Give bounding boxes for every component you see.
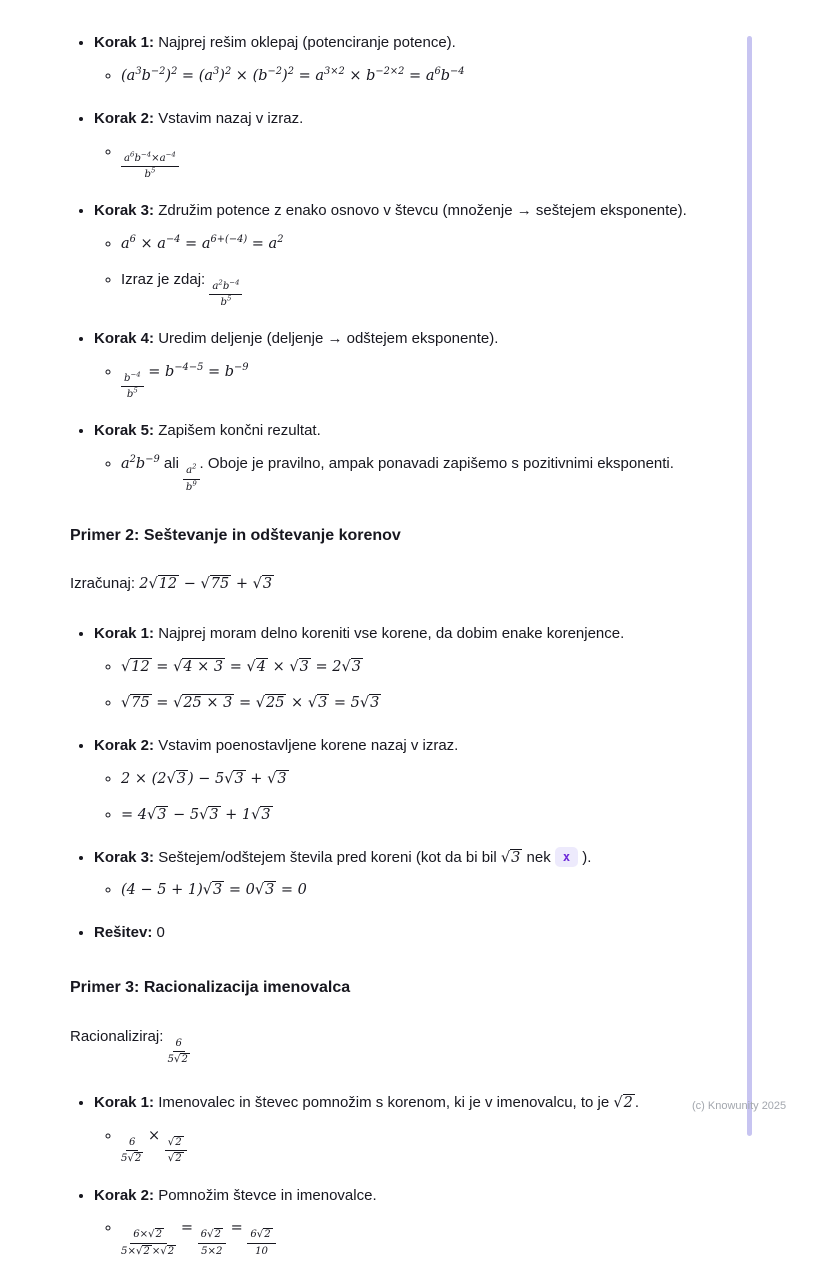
sub-list-item [121, 139, 720, 181]
fraction: ◦ $\frac{6}{5√2}$ [121, 1137, 142, 1165]
sqrt-radical: √2 [160, 1245, 175, 1257]
sub-list-item: ◦ Izraz je zdaj: $\frac{a^2b^{-4}}{b^5}$ [121, 267, 720, 309]
math-expression: = 4√3 − 5√3 + 1√3 [121, 806, 271, 823]
sub-list-item: ◦ $a^2b^{-9}$ ali $\frac{a^2}{b^9}$ . Oboje je pravilno, ampak ponavadi zapišemo s pozitivnimi eksponenti. [121, 451, 720, 493]
watermark: (c) Knowunity 2025 [692, 1100, 787, 1112]
step-label: Korak 3: [94, 848, 155, 866]
fraction [165, 1136, 187, 1165]
sqrt-radical: √2 [613, 1095, 633, 1112]
sub-list-item [121, 766, 720, 792]
math-expression: 2 × (2√3 ) − 5√3 + √3 [121, 770, 287, 787]
sqrt-radical: √3 [199, 806, 219, 823]
list-item [94, 30, 720, 89]
fraction: $\frac{6√2}{5\times 2}$ [198, 1228, 226, 1257]
section-heading: Primer 2: Seštevanje in odštevanje korenov [70, 526, 401, 544]
sqrt-radical: √3 [289, 658, 309, 675]
sqrt-radical: √2 [167, 1153, 182, 1165]
math-expression: √75 = √25 × 3 = √25 × √3 = 5√3 [121, 694, 380, 711]
math-expression: $a^6 \times a^{-4} = a^{6+(-4)} = a^2$ [121, 233, 284, 252]
fraction: $\frac{6√2}{10}$ [247, 1228, 275, 1257]
sqrt-radical: √3 [202, 882, 223, 899]
sqrt-radical: √3 [224, 770, 244, 787]
step-label: Korak 2: [94, 109, 155, 127]
sub-list-item [121, 359, 720, 401]
fraction: ◦ $\frac{6\times√2}{5\times√2 \times√2}$ [121, 1229, 175, 1257]
sqrt-radical: √3 [341, 658, 361, 675]
sqrt-radical: √3 [359, 694, 380, 711]
list-item [94, 621, 720, 716]
list-item-text: • Korak 4: Uredim deljenje (deljenje → odštejem eksponente). [94, 330, 499, 348]
sub-list [94, 139, 720, 181]
math-expression [183, 456, 199, 493]
sqrt-radical: √3 [251, 806, 271, 823]
list-item [94, 418, 720, 493]
step-label: Korak 4: [94, 330, 155, 348]
sub-list [94, 654, 720, 716]
sub-list-item [121, 231, 720, 257]
fraction: $\frac{a^2b^{-4}}{b^5}$ [209, 280, 242, 309]
fraction: $\frac{6}{5√2}$ [167, 1037, 188, 1065]
paragraph: Izračunaj: 2√12 − √75 + √3 [70, 575, 273, 593]
sqrt-radical: √2 [207, 1229, 221, 1241]
sub-list-item [121, 690, 720, 716]
sqrt-radical: √2 [256, 1229, 271, 1241]
sub-list [94, 877, 720, 903]
list-item-text: • Korak 1: Najprej moram delno koreniti vse korene, da dobim enake korenjence. [94, 625, 625, 643]
step-label: Korak 2: [94, 1186, 155, 1204]
step-label: Korak 2: [94, 736, 155, 754]
step-label: Korak 1: [94, 34, 155, 51]
sqrt-radical: √3 [500, 849, 521, 866]
math-expression: ◦ $\frac{6\times√2}{5\times√2 \times√2}$ = $\frac{6√2}{5\times 2}$ = $\frac{6√2}{10}$ [121, 1220, 276, 1236]
list-item [94, 106, 720, 181]
list-item [94, 920, 720, 946]
sqrt-radical: √4 [246, 658, 267, 675]
fraction: ◦ $\frac{a^6b^{-4}\times a^{-4}}{b^5}$ [121, 152, 179, 181]
sub-list [94, 231, 720, 309]
math-expression [613, 1094, 634, 1111]
sqrt-radical: √3 [146, 806, 167, 823]
math-expression: ◦ $\frac{6}{5√2}$ × $\frac{√2}{√2}$ [121, 1128, 187, 1144]
list-item-text: • Korak 5: Zapišem končni rezultat. [94, 422, 321, 440]
step-label: Korak 1: [94, 1094, 155, 1112]
list-item-text: • Korak 2: Pomnožim števce in imenovalce. [94, 1186, 377, 1204]
sqrt-radical: √3 [267, 770, 287, 787]
list-item-text: • Korak 1: Imenovalec in števec pomnožim s korenom, ki je v imenovalcu, to je √2 . [94, 1094, 640, 1112]
scrollbar-thumb[interactable] [747, 36, 752, 1136]
paragraph: Racionaliziraj: $\frac{6}{5√2}$ [70, 1027, 188, 1065]
sqrt-radical: √2 [148, 1229, 163, 1241]
sqrt-radical: √3 [307, 694, 328, 711]
inline-code-badge: x [555, 847, 578, 867]
sub-list-item [121, 877, 720, 903]
sqrt-radical: √25 × 3 [173, 694, 233, 711]
list-item-text: • Korak 2: Vstavim nazaj v izraz. [94, 109, 304, 127]
sqrt-radical: √3 [252, 576, 273, 593]
sub-list-item [121, 802, 720, 828]
list-item [94, 845, 720, 904]
math-expression: ◦ $\frac{b^{-4}}{b^5}$ = $b^{-4-5} = b^{-9}$ [121, 364, 249, 380]
sqrt-radical: √2 [135, 1245, 150, 1257]
sub-list-item [121, 1215, 720, 1257]
section-heading: Primer 3: Racionalizacija imenovalca [70, 979, 351, 997]
sub-list-item [121, 1123, 720, 1165]
sqrt-radical: √4 × 3 [173, 658, 224, 675]
sub-list [94, 766, 720, 828]
sub-list-item [121, 63, 720, 89]
list-item-text: • Korak 3: Združim potence z enako osnovo v števcu (množenje → seštejem eksponente). [94, 202, 687, 219]
bullet-list [70, 1090, 720, 1258]
list-item-text: • Korak 1: Najprej rešim oklepaj (potenciranje potence). [94, 34, 456, 51]
sqrt-radical: √25 [255, 694, 285, 711]
sub-list [94, 1215, 720, 1257]
fraction: $\frac{a^2}{b^9}$ [183, 464, 199, 493]
sqrt-radical: √75 [121, 694, 150, 711]
sub-list-item [121, 654, 720, 680]
math-expression [167, 1029, 190, 1065]
sqrt-radical: √2 [174, 1053, 188, 1065]
fraction: ◦ $\frac{b^{-4}}{b^5}$ [121, 372, 144, 401]
sub-list [94, 451, 720, 493]
list-item-text: • Korak 3: Seštejem/odštejem števila pred koreni (kot da bi bil √3 nek x ). [94, 848, 592, 866]
step-label: Rešitev: [94, 924, 153, 942]
math-expression: √12 = √4 × 3 = √4 × √3 = 2√3 [121, 658, 361, 675]
bullet-list [70, 30, 720, 494]
math-expression [501, 849, 522, 866]
sqrt-radical: √2 [167, 1137, 182, 1149]
list-item-text: • Rešitev: 0 [94, 924, 165, 942]
sqrt-radical: √3 [166, 770, 186, 787]
list-item-text: • Korak 2: Vstavim poenostavljene korene nazaj v izraz. [94, 736, 459, 754]
sqrt-radical: √3 [254, 882, 275, 899]
step-label: Korak 1: [94, 625, 155, 643]
list-item [94, 198, 720, 309]
math-expression [121, 144, 179, 180]
math-expression: $(a^3b^{-2})^2 = (a^3)^2 \times (b^{-2})^2 = a^{3\times 2} \times b^{-2\times 2} = a^6b^{-4}$ [121, 65, 465, 84]
document-content [70, 30, 720, 1275]
sub-list [94, 1123, 720, 1165]
list-item [94, 733, 720, 828]
sqrt-radical: √12 [121, 658, 150, 675]
sub-list [94, 63, 720, 89]
step-label: Korak 5: [94, 422, 155, 440]
math-expression: (4 − 5 + 1)√3 = 0√3 = 0 [121, 882, 307, 899]
math-expression: 2√12 − √75 + √3 [139, 576, 273, 593]
bullet-list [70, 621, 720, 946]
sub-list [94, 359, 720, 401]
sqrt-radical: √12 [148, 576, 178, 593]
math-expression [209, 272, 242, 308]
list-item [94, 1090, 720, 1165]
sqrt-radical: √2 [127, 1153, 142, 1165]
list-item [94, 1183, 720, 1258]
step-label: Korak 3: [94, 202, 155, 219]
sqrt-radical: √75 [200, 576, 230, 593]
list-item [94, 326, 720, 401]
math-expression: $a^2b^{-9}$ [121, 454, 160, 473]
